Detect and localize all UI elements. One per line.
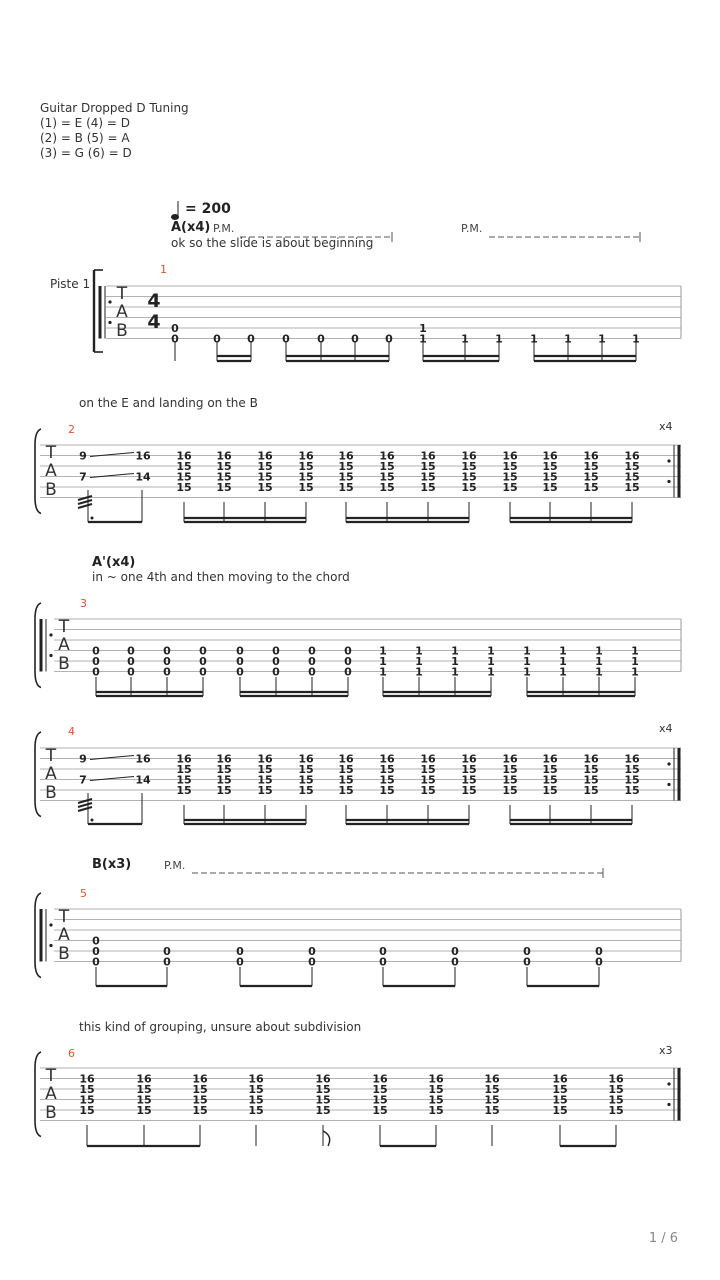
tuning-line: (1) = E (4) = D: [40, 116, 130, 130]
fret-number: 15: [216, 460, 232, 473]
system-brace: [35, 429, 41, 514]
fret-number: 16: [248, 1072, 264, 1086]
time-signature: 4: [147, 311, 161, 333]
fret-number: 15: [298, 773, 314, 787]
bar-number: 2: [68, 423, 75, 436]
fret-number: 14: [135, 470, 151, 484]
repeat-count: x4: [659, 722, 673, 735]
fret-number: 1: [419, 322, 427, 335]
fret-number: 15: [298, 763, 314, 776]
palm-mute-label: P.M.: [213, 222, 235, 235]
fret-number: 0: [385, 332, 393, 346]
fret-number: 15: [379, 773, 395, 787]
fret-number: 15: [298, 481, 314, 494]
fret-number: 1: [632, 332, 640, 346]
palm-mute-label: P.M.: [164, 859, 186, 872]
fret-number: 0: [236, 644, 244, 658]
fret-number: 15: [461, 773, 477, 787]
palm-mute-label: P.M.: [461, 222, 483, 235]
fret-number: 16: [583, 752, 599, 766]
fret-number: 16: [461, 752, 477, 766]
repeat-dot: [667, 1103, 670, 1106]
fret-number: 16: [372, 1072, 388, 1086]
fret-number: 15: [428, 1104, 444, 1117]
tab-clef-letter: B: [58, 944, 70, 964]
repeat-dot: [667, 762, 670, 765]
fret-number: 15: [372, 1083, 388, 1096]
fret-number: 1: [379, 655, 387, 668]
fret-number: 0: [344, 655, 352, 668]
tab-clef-letter: T: [116, 284, 128, 304]
fret-number: 15: [624, 460, 640, 473]
fret-number: 15: [583, 784, 599, 797]
fret-number: 1: [631, 665, 639, 679]
tab-clef-letter: T: [58, 907, 70, 927]
fret-number: 15: [420, 470, 436, 484]
tab-clef-letter: A: [116, 302, 128, 322]
fret-number: 15: [461, 470, 477, 484]
fret-number: 1: [523, 665, 531, 679]
fret-number: 0: [595, 945, 603, 958]
fret-number: 7: [79, 773, 87, 787]
fret-number: 15: [552, 1104, 568, 1117]
fret-number: 16: [379, 752, 395, 766]
fret-number: 0: [92, 644, 100, 658]
tab-clef-letter: T: [45, 443, 57, 463]
fret-number: 15: [379, 460, 395, 473]
fret-number: 16: [379, 449, 395, 463]
fret-number: 0: [282, 332, 290, 346]
fret-number: 15: [257, 460, 273, 473]
fret-number: 15: [502, 773, 518, 787]
fret-number: 15: [428, 1093, 444, 1107]
fret-number: 15: [176, 460, 192, 473]
fret-number: 15: [624, 784, 640, 797]
fret-number: 15: [257, 773, 273, 787]
fret-number: 15: [176, 763, 192, 776]
fret-number: 1: [564, 332, 572, 346]
fret-number: 0: [163, 955, 171, 969]
fret-number: 15: [248, 1104, 264, 1117]
tab-clef-letter: T: [45, 1066, 57, 1086]
repeat-dot: [108, 300, 111, 303]
fret-number: 15: [420, 460, 436, 473]
system-brace: [35, 1052, 41, 1137]
fret-number: 16: [420, 449, 436, 463]
fret-number: 15: [257, 481, 273, 494]
fret-number: 0: [236, 955, 244, 969]
fret-number: 0: [523, 955, 531, 969]
tremolo-slash: [78, 807, 92, 811]
fret-number: 15: [379, 763, 395, 776]
fret-number: 16: [542, 449, 558, 463]
fret-number: 15: [79, 1093, 95, 1107]
fret-number: 15: [338, 470, 354, 484]
tab-clef-letter: T: [45, 746, 57, 766]
fret-number: 1: [559, 665, 567, 679]
page-number: 1 / 6: [648, 1231, 678, 1246]
fret-number: 15: [216, 773, 232, 787]
fret-number: 16: [298, 752, 314, 766]
fret-number: 15: [176, 470, 192, 484]
repeat-count: x3: [659, 1044, 673, 1057]
fret-number: 15: [338, 481, 354, 494]
fret-number: 15: [461, 481, 477, 494]
fret-number: 0: [171, 322, 179, 335]
fret-number: 1: [415, 665, 423, 679]
fret-number: 1: [487, 665, 495, 679]
tab-clef-letter: A: [45, 1084, 57, 1104]
fret-number: 0: [379, 945, 387, 958]
tab-clef-letter: A: [45, 461, 57, 481]
track-name: Piste 1: [50, 277, 91, 291]
repeat-dot: [667, 783, 670, 786]
tremolo-slash: [78, 496, 92, 500]
fret-number: 1: [595, 655, 603, 668]
fret-number: 15: [216, 763, 232, 776]
section-label-a: A(x4): [171, 220, 211, 235]
fret-number: 0: [308, 955, 316, 969]
tab-clef-letter: B: [45, 480, 57, 500]
fret-number: 15: [298, 470, 314, 484]
fret-number: 15: [542, 763, 558, 776]
fret-number: 15: [79, 1104, 95, 1117]
fret-number: 1: [523, 655, 531, 668]
fret-number: 16: [461, 449, 477, 463]
fret-number: 1: [487, 655, 495, 668]
fret-number: 15: [315, 1083, 331, 1096]
slide-line: [90, 777, 134, 781]
annotation-text: this kind of grouping, unsure about subdivision: [79, 1020, 362, 1034]
fret-number: 0: [127, 644, 135, 658]
repeat-dot: [49, 633, 52, 636]
fret-number: 15: [624, 470, 640, 484]
fret-number: 0: [236, 945, 244, 958]
bar-number: 4: [68, 725, 75, 738]
fret-number: 15: [461, 763, 477, 776]
fret-number: 9: [79, 752, 87, 766]
tempo-marking: = 200: [185, 201, 231, 217]
fret-number: 16: [176, 752, 192, 766]
fret-number: 16: [298, 449, 314, 463]
fret-number: 1: [559, 644, 567, 658]
fret-number: 15: [484, 1083, 500, 1096]
fret-number: 15: [428, 1083, 444, 1096]
fret-number: 15: [298, 460, 314, 473]
fret-number: 15: [136, 1083, 152, 1096]
fret-number: 0: [272, 655, 280, 668]
fret-number: 0: [451, 945, 459, 958]
fret-number: 15: [502, 460, 518, 473]
fret-number: 0: [344, 665, 352, 679]
note-flag: [323, 1131, 330, 1146]
fret-number: 16: [315, 1072, 331, 1086]
fret-number: 16: [192, 1072, 208, 1086]
fret-number: 16: [624, 449, 640, 463]
fret-number: 15: [608, 1104, 624, 1117]
fret-number: 1: [379, 644, 387, 658]
annotation-text: in ~ one 4th and then moving to the chord: [92, 570, 350, 584]
fret-number: 15: [379, 784, 395, 797]
fret-number: 1: [461, 332, 469, 346]
fret-number: 1: [631, 655, 639, 668]
fret-number: 15: [502, 784, 518, 797]
fret-number: 0: [451, 955, 459, 969]
tab-clef-letter: A: [58, 925, 70, 945]
fret-number: 15: [248, 1093, 264, 1107]
fret-number: 16: [428, 1072, 444, 1086]
fret-number: 1: [379, 665, 387, 679]
fret-number: 0: [308, 644, 316, 658]
fret-number: 16: [135, 752, 151, 766]
fret-number: 0: [199, 665, 207, 679]
fret-number: 15: [583, 470, 599, 484]
fret-number: 15: [583, 773, 599, 787]
fret-number: 15: [216, 481, 232, 494]
fret-number: 15: [379, 481, 395, 494]
fret-number: 15: [461, 784, 477, 797]
fret-number: 1: [595, 644, 603, 658]
tab-clef-letter: A: [45, 764, 57, 784]
fret-number: 16: [79, 1072, 95, 1086]
fret-number: 15: [192, 1104, 208, 1117]
fret-number: 1: [595, 665, 603, 679]
fret-number: 15: [338, 784, 354, 797]
slide-line: [90, 756, 134, 760]
fret-number: 9: [79, 449, 87, 463]
fret-number: 15: [176, 773, 192, 787]
fret-number: 16: [216, 752, 232, 766]
fret-number: 15: [338, 773, 354, 787]
repeat-dot: [108, 321, 111, 324]
fret-number: 15: [542, 784, 558, 797]
fret-number: 0: [199, 655, 207, 668]
fret-number: 15: [298, 784, 314, 797]
fret-number: 0: [344, 644, 352, 658]
fret-number: 16: [338, 449, 354, 463]
fret-number: 16: [552, 1072, 568, 1086]
fret-number: 15: [257, 470, 273, 484]
fret-number: 15: [583, 460, 599, 473]
fret-number: 15: [420, 763, 436, 776]
fret-number: 15: [192, 1083, 208, 1096]
fret-number: 1: [487, 644, 495, 658]
fret-number: 16: [257, 752, 273, 766]
fret-number: 0: [171, 332, 179, 346]
fret-number: 1: [451, 644, 459, 658]
fret-number: 15: [542, 773, 558, 787]
fret-number: 16: [176, 449, 192, 463]
repeat-dot: [667, 459, 670, 462]
fret-number: 7: [79, 470, 87, 484]
fret-number: 1: [523, 644, 531, 658]
fret-number: 15: [542, 470, 558, 484]
fret-number: 0: [92, 665, 100, 679]
fret-number: 0: [308, 945, 316, 958]
fret-number: 15: [216, 470, 232, 484]
fret-number: 16: [338, 752, 354, 766]
tuning-line: (2) = B (5) = A: [40, 131, 130, 145]
fret-number: 1: [495, 332, 503, 346]
tab-clef-letter: B: [116, 321, 128, 341]
annotation-text: ok so the slide is about beginning: [171, 236, 374, 250]
tremolo-slash: [78, 500, 92, 504]
fret-number: 14: [135, 773, 151, 787]
fret-number: 0: [127, 665, 135, 679]
fret-number: 15: [216, 784, 232, 797]
fret-number: 0: [199, 644, 207, 658]
fret-number: 16: [420, 752, 436, 766]
fret-number: 0: [236, 655, 244, 668]
fret-number: 15: [461, 460, 477, 473]
fret-number: 15: [624, 773, 640, 787]
fret-number: 0: [236, 665, 244, 679]
repeat-dot: [49, 923, 52, 926]
system-brace: [35, 732, 41, 817]
fret-number: 0: [308, 655, 316, 668]
fret-number: 0: [127, 655, 135, 668]
fret-number: 15: [583, 481, 599, 494]
annotation-text: on the E and landing on the B: [79, 396, 258, 410]
tab-clef-letter: B: [45, 1103, 57, 1123]
dot-rhythm: [91, 517, 94, 520]
fret-number: 15: [315, 1093, 331, 1107]
repeat-count: x4: [659, 420, 673, 433]
fret-number: 15: [79, 1083, 95, 1096]
fret-number: 15: [420, 481, 436, 494]
fret-number: 0: [213, 332, 221, 346]
section-label-a-prime: A'(x4): [92, 555, 136, 570]
repeat-dot: [49, 654, 52, 657]
fret-number: 15: [176, 481, 192, 494]
fret-number: 16: [484, 1072, 500, 1086]
bar-number: 3: [80, 597, 87, 610]
fret-number: 0: [308, 665, 316, 679]
tuning-line: (3) = G (6) = D: [40, 146, 132, 160]
fret-number: 16: [542, 752, 558, 766]
fret-number: 0: [92, 945, 100, 958]
time-signature: 4: [147, 290, 161, 312]
fret-number: 16: [502, 752, 518, 766]
fret-number: 0: [523, 945, 531, 958]
fret-number: 15: [372, 1104, 388, 1117]
fret-number: 0: [272, 665, 280, 679]
fret-number: 16: [216, 449, 232, 463]
fret-number: 15: [136, 1104, 152, 1117]
fret-number: 0: [163, 644, 171, 658]
fret-number: 15: [552, 1083, 568, 1096]
fret-number: 16: [257, 449, 273, 463]
fret-number: 15: [136, 1093, 152, 1107]
tab-clef-letter: A: [58, 635, 70, 655]
fret-number: 15: [624, 481, 640, 494]
repeat-dot: [49, 944, 52, 947]
fret-number: 1: [598, 332, 606, 346]
bar-number: 1: [160, 263, 167, 276]
fret-number: 15: [542, 481, 558, 494]
fret-number: 15: [583, 763, 599, 776]
fret-number: 15: [315, 1104, 331, 1117]
fret-number: 15: [608, 1093, 624, 1107]
tremolo-slash: [78, 803, 92, 807]
fret-number: 15: [372, 1093, 388, 1107]
fret-number: 0: [379, 955, 387, 969]
fret-number: 15: [338, 460, 354, 473]
fret-number: 15: [484, 1093, 500, 1107]
fret-number: 0: [351, 332, 359, 346]
fret-number: 0: [272, 644, 280, 658]
fret-number: 15: [502, 470, 518, 484]
fret-number: 16: [624, 752, 640, 766]
fret-number: 1: [451, 665, 459, 679]
fret-number: 16: [608, 1072, 624, 1086]
tab-clef-letter: T: [58, 617, 70, 637]
fret-number: 16: [135, 449, 151, 463]
fret-number: 15: [257, 784, 273, 797]
fret-number: 15: [176, 784, 192, 797]
tab-clef-letter: B: [58, 654, 70, 674]
fret-number: 16: [136, 1072, 152, 1086]
fret-number: 15: [624, 763, 640, 776]
section-label-b: B(x3): [92, 857, 132, 872]
fret-number: 15: [484, 1104, 500, 1117]
fret-number: 15: [338, 763, 354, 776]
fret-number: 15: [542, 460, 558, 473]
fret-number: 15: [192, 1093, 208, 1107]
bar-number: 5: [80, 887, 87, 900]
bar-number: 6: [68, 1047, 75, 1060]
fret-number: 0: [317, 332, 325, 346]
fret-number: 0: [92, 655, 100, 668]
fret-number: 1: [419, 332, 427, 346]
fret-number: 15: [248, 1083, 264, 1096]
fret-number: 1: [559, 655, 567, 668]
repeat-dot: [667, 1082, 670, 1085]
fret-number: 0: [247, 332, 255, 346]
fret-number: 16: [502, 449, 518, 463]
fret-number: 15: [379, 470, 395, 484]
fret-number: 1: [530, 332, 538, 346]
repeat-dot: [667, 480, 670, 483]
fret-number: 15: [257, 763, 273, 776]
fret-number: 15: [502, 481, 518, 494]
fret-number: 0: [163, 655, 171, 668]
tremolo-slash: [78, 799, 92, 803]
fret-number: 15: [420, 784, 436, 797]
fret-number: 15: [552, 1093, 568, 1107]
fret-number: 1: [415, 655, 423, 668]
fret-number: 15: [420, 773, 436, 787]
fret-number: 0: [92, 934, 100, 948]
tuning-title: Guitar Dropped D Tuning: [40, 101, 189, 115]
fret-number: 0: [163, 665, 171, 679]
tremolo-slash: [78, 504, 92, 508]
fret-number: 1: [451, 655, 459, 668]
fret-number: 15: [502, 763, 518, 776]
fret-number: 0: [163, 945, 171, 958]
fret-number: 1: [415, 644, 423, 658]
fret-number: 0: [92, 955, 100, 969]
fret-number: 0: [595, 955, 603, 969]
fret-number: 16: [583, 449, 599, 463]
tab-clef-letter: B: [45, 783, 57, 803]
fret-number: 15: [608, 1083, 624, 1096]
fret-number: 1: [631, 644, 639, 658]
dot-rhythm: [91, 819, 94, 822]
